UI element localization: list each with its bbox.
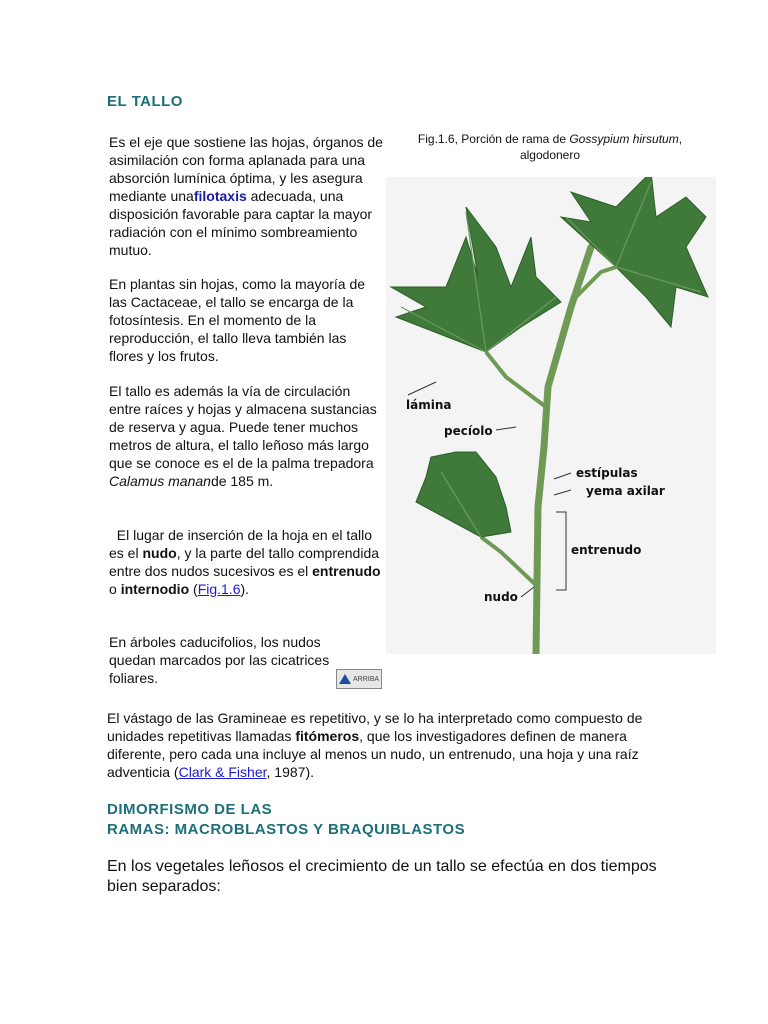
label-leader: [554, 490, 571, 495]
figure-link[interactable]: Fig.1.6: [197, 581, 241, 597]
paragraph-4: [109, 526, 384, 598]
label-leader: [496, 427, 516, 430]
label-estipulas: estípulas: [576, 466, 638, 480]
text-span: , 1987).: [266, 764, 314, 780]
back-to-top-button[interactable]: [336, 669, 382, 689]
paragraph-3: [109, 382, 384, 490]
text-span: El vástago de las Gramineae es repetitivo, y se lo ha interpretado como compuesto de unidades repetitivas llamadas: [107, 710, 643, 744]
caption-text: Fig.1.6, Porción de rama de: [417, 132, 570, 146]
caption-common-name: algodonero: [519, 148, 581, 162]
text-span: , que los investigadores definen de manera diferente, pero cada una incluye al menos un nudo, un entrenudo, una hoja y una raíz adventicia (: [107, 728, 639, 780]
entrenudo-bracket: [556, 512, 566, 590]
paragraph-text: En árboles caducifolios, los nudos quedan marcados por las cicatrices foliares.: [109, 634, 330, 686]
label-lamina: lámina: [406, 398, 452, 412]
text-span: El lugar de inserción de la hoja en el tallo es el: [109, 527, 376, 561]
branch-illustration: [386, 177, 716, 654]
text-span: de 185 m.: [210, 473, 274, 489]
paragraph-5: [109, 633, 339, 687]
heading-line: RAMAS: MACROBLASTOS Y BRAQUIBLASTOS: [107, 821, 466, 838]
caption-text: ,: [678, 132, 683, 146]
reference-link[interactable]: Clark & Fisher: [178, 764, 267, 780]
leaf-shape: [561, 177, 708, 327]
term-entrenudo: entrenudo: [312, 563, 381, 579]
page-title: EL TALLO: [107, 93, 183, 110]
cotton-branch-figure: [386, 177, 716, 654]
figure-caption: [400, 131, 700, 163]
text-span: El tallo es además la vía de circulación entre raíces y hojas y almacena sustancias de reserva y agua. Puede tener muchos metros de altura, el tallo leñoso más largo que se conoce es el de la palma trepadora: [109, 383, 377, 471]
label-peciolo: pecíolo: [444, 424, 493, 438]
text-span: Es el eje que sostiene las hojas, órganos de asimilación con forma aplanada para una absorción lumínica óptima, y les asegura mediante una: [109, 134, 383, 204]
label-leader: [408, 382, 436, 395]
paragraph-gramineae: [107, 709, 667, 781]
paragraph-text: En plantas sin hojas, como la mayoría de las Cactaceae, el tallo se encarga de la fotosíntesis. En el momento de la reproducción, el tallo lleva también las flores y los frutos.: [109, 276, 366, 364]
section-heading: [107, 800, 465, 840]
up-arrow-icon: [339, 674, 351, 684]
label-entrenudo: entrenudo: [571, 543, 642, 557]
label-yema-axilar: yema axilar: [586, 484, 665, 498]
term-filotaxis: filotaxis: [193, 188, 247, 204]
heading-line: DIMORFISMO DE LAS: [107, 801, 273, 818]
paragraph-lenosos: En los vegetales leñosos el crecimiento de un tallo se efectúa en dos tiempos bien separados:: [107, 858, 657, 895]
back-to-top-label: ARRIBA: [353, 675, 380, 683]
label-nudo: nudo: [484, 590, 518, 604]
caption-species: Gossypium hirsutum: [569, 132, 679, 146]
paragraph-2: [109, 275, 384, 365]
paragraph-1: [109, 133, 384, 259]
species-name: Calamus manan: [109, 473, 211, 489]
term-internodio: internodio: [120, 581, 190, 597]
label-leader: [554, 473, 571, 479]
term-nudo: nudo: [142, 545, 177, 561]
text-span: , y la parte del tallo comprendida entre dos nudos sucesivos es el: [109, 545, 383, 579]
text-span: o: [109, 563, 385, 597]
text-span: adecuada, una disposición favorable para captar la mayor radiación con el mínimo sombreamiento mutuo.: [109, 188, 373, 258]
text-span: ).: [240, 581, 250, 597]
text-span: (: [189, 581, 198, 597]
petiole-shape: [486, 352, 546, 407]
petiole-shape: [481, 537, 538, 587]
leaf-shape: [416, 452, 511, 537]
term-fitomeros: fitómeros: [295, 728, 360, 744]
label-leader: [521, 587, 534, 597]
